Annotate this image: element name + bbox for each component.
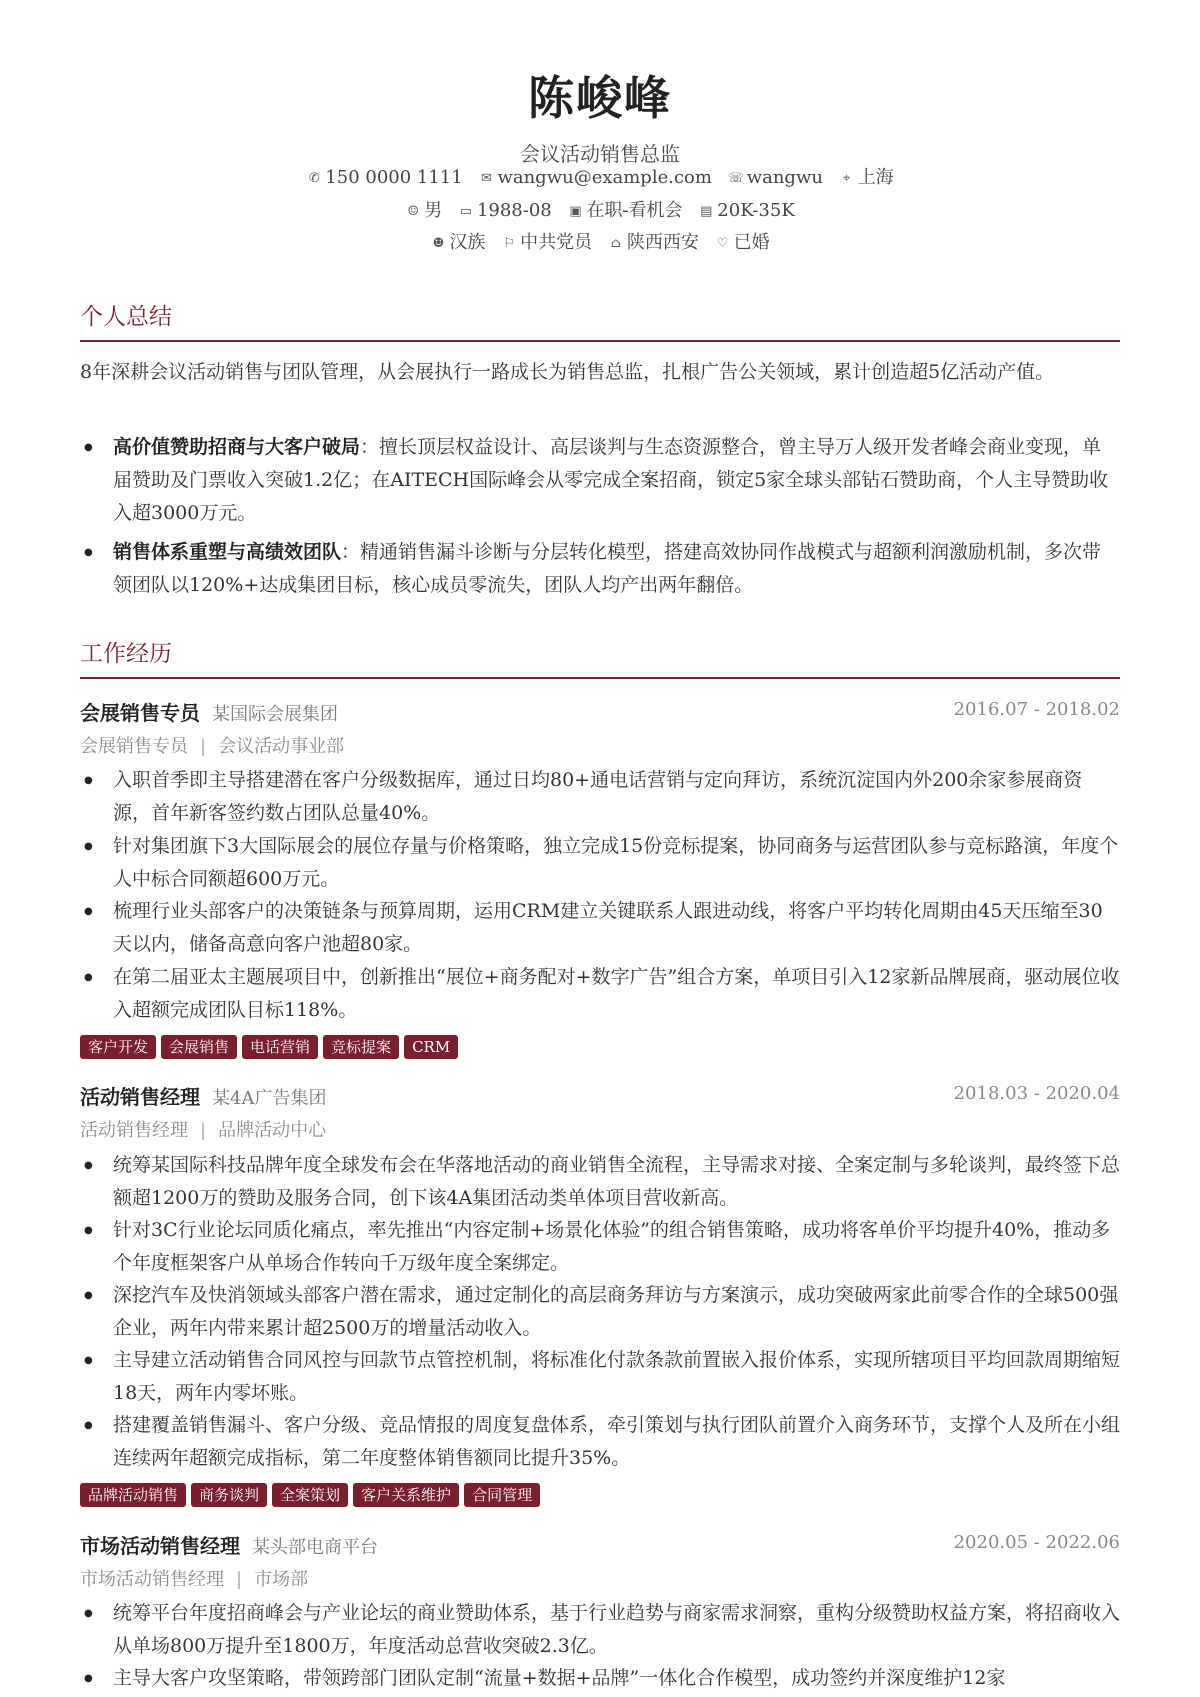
job-header (80, 1081, 1120, 1111)
mail-icon: ✉ (481, 171, 492, 186)
summary-divider (80, 340, 1120, 342)
flag-icon: ⚐ (503, 236, 515, 251)
skill-tag: 竞标提案 (323, 1035, 399, 1059)
job-position: 活动销售经理 (80, 1120, 188, 1141)
status-item (567, 196, 682, 222)
skill-tag: 客户关系维护 (353, 1483, 459, 1507)
wallet-icon: ▤ (700, 204, 713, 219)
summary-bullet (80, 431, 1120, 530)
summary-intro: 8年深耕会议活动销售与团队管理，从会展执行一路成长为销售总监，扎根广告公关领域，累计创造超5亿活动产值。 (80, 361, 1055, 383)
contact-row (0, 163, 1200, 189)
political-item (501, 228, 592, 254)
political-text: 中共党员 (520, 232, 593, 253)
hometown-text: 陕西西安 (626, 232, 699, 253)
summary-bullet-heading: 销售体系重塑与高绩效团队 (113, 541, 342, 563)
skill-tag: 商务谈判 (191, 1483, 267, 1507)
job-date: 2016.07 - 2018.02 (953, 699, 1120, 720)
location-item (839, 163, 894, 189)
briefcase-icon: ▣ (569, 204, 582, 219)
job-bullet: ● 统筹某国际科技品牌年度全球发布会在华落地活动的商业销售全流程，主导需求对接、全案定制与多轮谈判，最终签下总额超1200万的赞助及服务合同，创下该4A集团活动类单体项目营收新高。 (80, 1149, 1120, 1215)
marital-item (715, 228, 770, 254)
candidate-title: 会议活动销售总监 (520, 142, 680, 166)
summary-bullet-text: ：精通销售漏斗诊断与分层转化模型，搭建高效协同作战模式与超额利润激励机制，多次带领团队以120%+达成集团目标，核心成员零流失，团队人均产出两年翻倍。 (113, 541, 1102, 596)
job-bullet: ● 主导大客户攻坚策略，带领跨部门团队定制“流量+数据+品牌”一体化合作模型，成功签约并深度维护12家 (80, 1662, 1120, 1695)
job-role: 活动销售经理 (80, 1085, 200, 1109)
email-item (478, 167, 712, 188)
user-icon: ☺ (407, 204, 420, 219)
hometown-item (608, 228, 699, 254)
calendar-icon: ▭ (459, 204, 473, 219)
heart-icon: ♡ (716, 236, 729, 251)
salary-text: 20K-35K (717, 200, 795, 221)
marital-text: 已婚 (733, 232, 770, 253)
job-position: 会展销售专员 (80, 736, 188, 757)
skill-tag: 全案策划 (272, 1483, 348, 1507)
people-icon: ☻ (432, 236, 445, 251)
ethnicity-text: 汉族 (449, 232, 486, 253)
job-bullet: ● 深挖汽车及快消领域头部客户潜在需求，通过定制化的高层商务拜访与方案演示，成功突破两家此前零合作的全球500强企业，两年内带来累计超2500万的增量活动收入。 (80, 1279, 1120, 1345)
basic-info-row (0, 196, 1200, 222)
skill-tag: 会展销售 (161, 1035, 237, 1059)
location-icon: ⌖ (843, 171, 851, 186)
phone-item (306, 167, 462, 188)
job-date: 2020.05 - 2022.06 (953, 1532, 1120, 1553)
job-department: 品牌活动中心 (218, 1120, 327, 1141)
separator: | (236, 1569, 243, 1590)
location-text: 上海 (857, 167, 894, 188)
job-subtitle (80, 1116, 326, 1142)
skill-tag: 电话营销 (242, 1035, 318, 1059)
summary-section-title: 个人总结 (80, 304, 172, 330)
job-subtitle (80, 732, 344, 758)
birth-text: 1988-08 (476, 200, 552, 221)
job-bullet: ● 主导建立活动销售合同风控与回款节点管控机制，将标准化付款条款前置嵌入报价体系，实现所辖项目平均回款周期缩短18天，两年内零坏账。 (80, 1344, 1120, 1410)
salary-item (698, 200, 794, 221)
separator: | (200, 1120, 207, 1141)
skill-tag: 品牌活动销售 (80, 1483, 186, 1507)
ethnicity-item (430, 228, 485, 254)
job-bullet: ● 针对3C行业论坛同质化痛点，率先推出“内容定制+场景化体验”的组合销售策略，成功将客单价平均提升40%，推动多个年度框架客户从单场合作转向千万级年度全案绑定。 (80, 1214, 1120, 1280)
job-bullet: ● 统筹平台年度招商峰会与产业论坛的商业赞助体系，基于行业趋势与商家需求洞察，重构分级赞助权益方案，将招商收入从单场800万提升至1800万，年度活动总营收突破2.3亿。 (80, 1597, 1120, 1663)
job-company: 某头部电商平台 (252, 1537, 378, 1558)
phone-icon: ✆ (308, 171, 320, 186)
home-icon: ⌂ (610, 236, 621, 251)
email-text: wangwu@example.com (497, 167, 712, 188)
skill-tag: 客户开发 (80, 1035, 156, 1059)
experience-section-title: 工作经历 (80, 641, 172, 667)
job-company: 某4A广告集团 (212, 1088, 327, 1109)
personal-info-row (0, 228, 1200, 254)
birth-item (458, 200, 552, 221)
wechat-item (728, 167, 823, 188)
job-bullet: ● 搭建覆盖销售漏斗、客户分级、竞品情报的周度复盘体系，牵引策划与执行团队前置介入商务环节，支撑个人及所在小组连续两年超额完成指标，第二年度整体销售额同比提升35%。 (80, 1409, 1120, 1475)
summary-bullet-text: ：擅长顶层权益设计、高层谈判与生态资源整合，曾主导万人级开发者峰会商业变现，单届赞助及门票收入突破1.2亿；在AITECH国际峰会从零完成全案招商，锁定5家全球头部钻石赞助商，个人主导赞助收入超3000万元。 (113, 436, 1109, 524)
gender-item (405, 196, 442, 222)
experience-divider (80, 677, 1120, 679)
skill-tags (80, 1035, 463, 1061)
job-bullet: ● 入职首季即主导搭建潜在客户分级数据库，通过日均80+通电话营销与定向拜访，系统沉淀国内外200余家参展商资源，首年新客签约数占团队总量40%。 (80, 764, 1120, 830)
job-position: 市场活动销售经理 (80, 1569, 224, 1590)
job-department: 会议活动事业部 (218, 736, 345, 757)
wechat-icon: ☏ (727, 171, 744, 186)
job-department: 市场部 (254, 1569, 309, 1590)
gender-text: 男 (424, 200, 443, 221)
phone-text: 150 0000 1111 (325, 167, 463, 188)
job-header (80, 1530, 1120, 1560)
job-bullet: ● 梳理行业头部客户的决策链条与预算周期，运用CRM建立关键联系人跟进动线，将客户平均转化周期由45天压缩至30天以内，储备高意向客户池超80家。 (80, 895, 1120, 961)
status-text: 在职-看机会 (586, 200, 683, 221)
job-role: 会展销售专员 (80, 701, 200, 725)
job-bullet: ● 在第二届亚太主题展项目中，创新推出“展位+商务配对+数字广告”组合方案，单项目引入12家新品牌展商，驱动展位收入超额完成团队目标118%。 (80, 961, 1120, 1027)
separator: | (200, 736, 207, 757)
job-bullet: ● 针对集团旗下3大国际展会的展位存量与价格策略，独立完成15份竞标提案，协同商务与运营团队参与竞标路演，年度个人中标合同额超600万元。 (80, 830, 1120, 896)
job-header (80, 697, 1120, 727)
summary-bullet (80, 536, 1120, 602)
job-company: 某国际会展集团 (212, 704, 338, 725)
job-role: 市场活动销售经理 (80, 1534, 240, 1558)
skill-tags (80, 1483, 545, 1509)
summary-bullet-heading: 高价值赞助招商与大客户破局 (113, 436, 361, 458)
job-date: 2018.03 - 2020.04 (953, 1083, 1120, 1104)
skill-tag: 合同管理 (464, 1483, 540, 1507)
job-subtitle (80, 1565, 308, 1591)
candidate-name: 陈峻峰 (528, 71, 672, 125)
wechat-text: wangwu (746, 167, 823, 188)
skill-tag: CRM (404, 1035, 458, 1059)
